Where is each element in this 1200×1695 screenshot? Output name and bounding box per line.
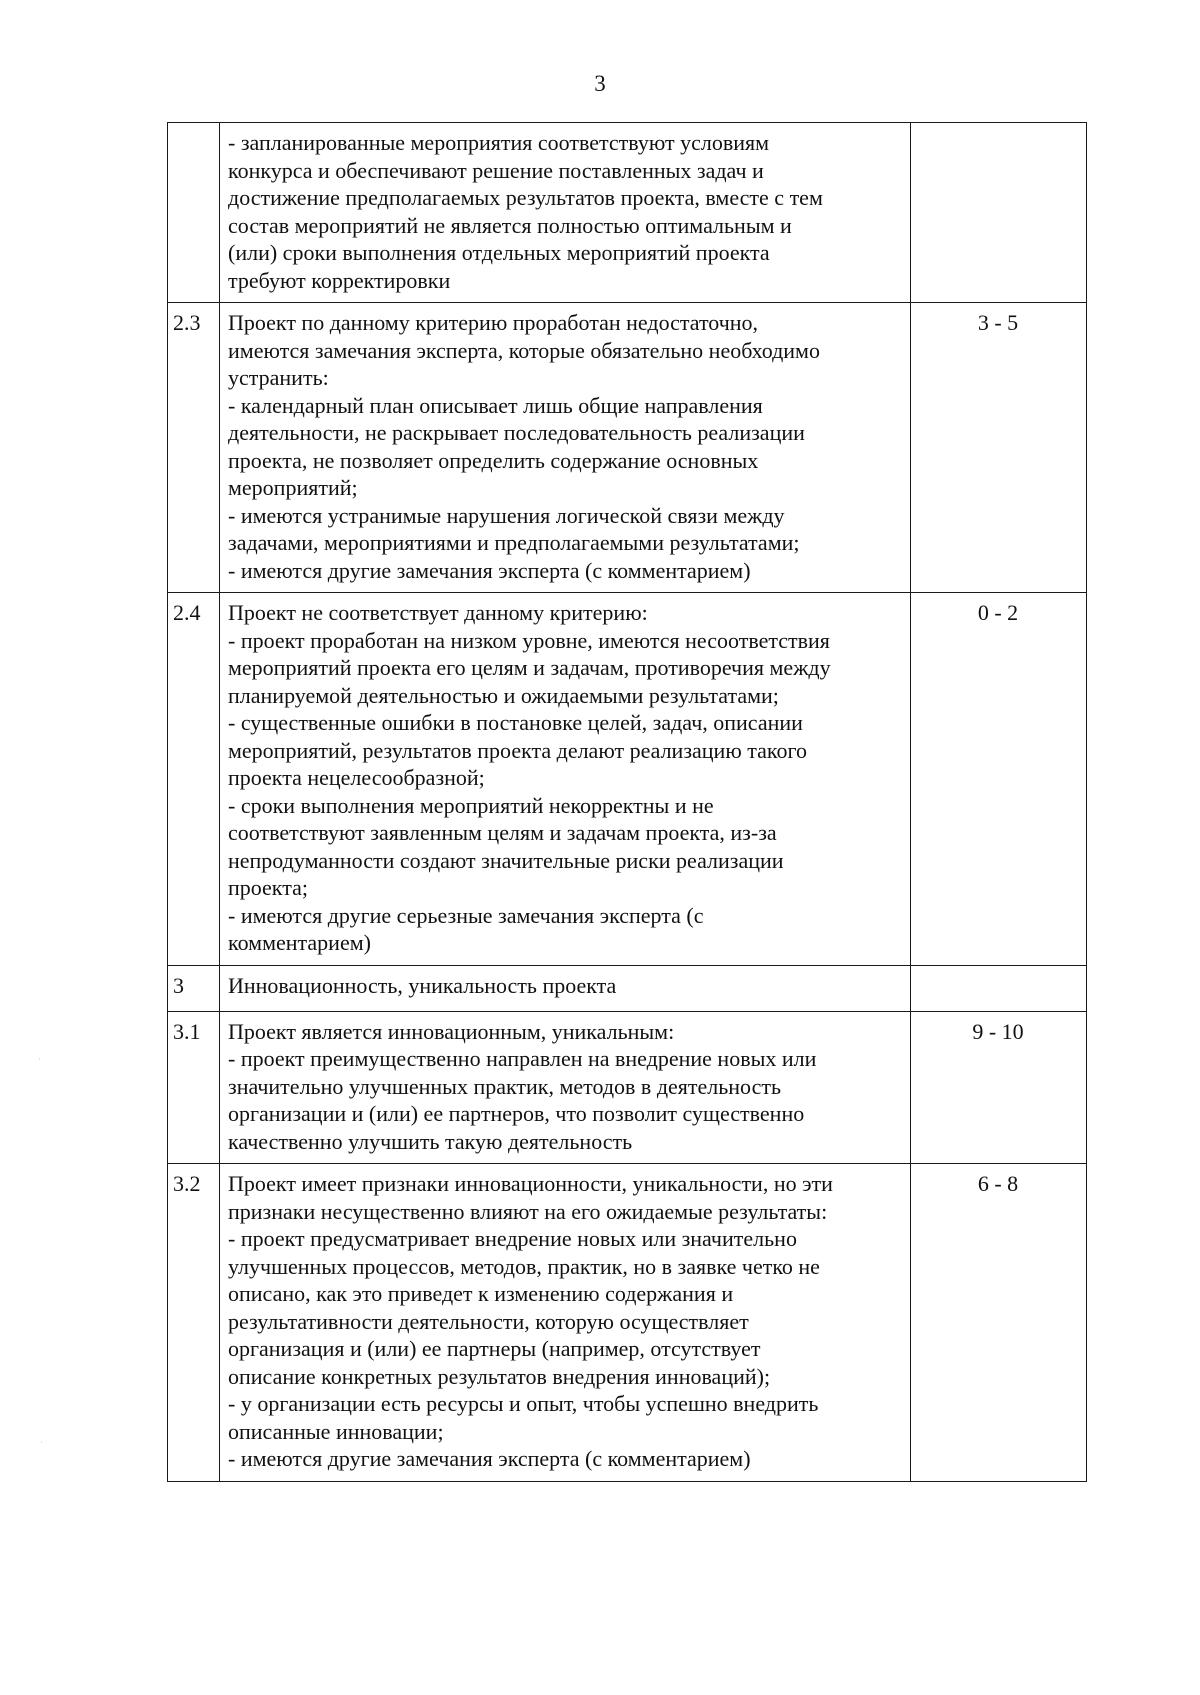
criterion-description — [220, 1164, 911, 1482]
description-line: соответствуют заявленным целям и задачам проекта, из-за — [228, 820, 777, 845]
description-line: достижение предполагаемых результатов проекта, вместе с тем — [228, 185, 823, 210]
criteria-row — [168, 123, 1087, 303]
criteria-row — [168, 965, 1087, 1011]
description-line: конкурса и обеспечивают решение поставленных задач и — [228, 157, 764, 183]
description-line: - имеются другие замечания эксперта (с комментарием) — [228, 557, 751, 583]
description-line: состав мероприятий не является полностью оптимальным и — [228, 212, 792, 238]
criterion-score: 3 - 5 — [911, 303, 1087, 593]
criterion-number: 3 — [168, 965, 220, 1011]
description-line: признаки несущественно влияют на его ожидаемые результаты: — [228, 1198, 828, 1224]
scan-speck: · — [40, 1438, 43, 1448]
description-line: - у организации есть ресурсы и опыт, чтобы успешно внедрить — [228, 1391, 819, 1416]
description-line: организация и (или) ее партнеры (например, отсутствует — [228, 1336, 761, 1361]
description-line: комментарием) — [228, 930, 371, 955]
criterion-score: 0 - 2 — [911, 593, 1087, 966]
description-line: - проект проработан на низком уровне, имеются несоответствия — [228, 627, 830, 653]
description-line: проекта нецелесообразной; — [228, 765, 485, 790]
criteria-table-body — [168, 123, 1087, 1482]
criterion-number: 2.3 — [168, 303, 220, 593]
description-line: описано, как это приведет к изменению содержания и — [228, 1281, 734, 1306]
description-line: качественно улучшить такую деятельность — [228, 1128, 633, 1154]
description-line: требуют корректировки — [228, 267, 451, 293]
criterion-description — [220, 593, 911, 966]
description-line: описанные инновации; — [228, 1418, 444, 1444]
description-line: непродуманности создают значительные риски реализации — [228, 847, 784, 873]
description-line: имеются замечания эксперта, которые обязательно необходимо — [228, 337, 820, 363]
description-line: Проект не соответствует данному критерию: — [228, 600, 648, 625]
description-line: задачами, мероприятиями и предполагаемыми результатами; — [228, 530, 800, 555]
description-line: - имеются устранимые нарушения логической связи между — [228, 502, 785, 528]
criteria-row — [168, 1164, 1087, 1482]
criteria-row — [168, 593, 1087, 966]
description-line: деятельности, не раскрывает последовательность реализации — [228, 420, 805, 445]
criterion-score — [911, 965, 1087, 1011]
description-line: (или) сроки выполнения отдельных мероприятий проекта — [228, 240, 770, 265]
description-line: - имеются другие замечания эксперта (с комментарием) — [228, 1446, 751, 1471]
description-line: устранить: — [228, 365, 329, 390]
description-line: результативности деятельности, которую осуществляет — [228, 1308, 749, 1334]
criterion-score — [911, 123, 1087, 303]
description-line: - проект преимущественно направлен на внедрение новых или — [228, 1046, 817, 1071]
criterion-number: 3.2 — [168, 1164, 220, 1482]
criterion-description — [220, 965, 911, 1011]
description-line: - календарный план описывает лишь общие направления — [228, 392, 763, 418]
page-number: 3 — [594, 71, 606, 96]
description-line: мероприятий; — [228, 475, 358, 500]
description-line: значительно улучшенных практик, методов в деятельность — [228, 1073, 782, 1099]
criterion-score: 6 - 8 — [911, 1164, 1087, 1482]
description-line: - имеются другие серьезные замечания эксперта (с — [228, 902, 704, 928]
description-line: Проект является инновационным, уникальным: — [228, 1018, 675, 1044]
criterion-score: 9 - 10 — [911, 1011, 1087, 1164]
criterion-description — [220, 123, 911, 303]
description-line: Инновационность, уникальность проекта — [228, 972, 617, 998]
description-line: описание конкретных результатов внедрения инноваций); — [228, 1363, 771, 1389]
scan-speck: · — [38, 1055, 41, 1065]
description-line: мероприятий, результатов проекта делают реализацию такого — [228, 737, 807, 763]
description-line: - существенные ошибки в постановке целей, задач, описании — [228, 710, 803, 735]
description-line: - сроки выполнения мероприятий некорректны и не — [228, 792, 714, 818]
description-line: Проект по данному критерию проработан недостаточно, — [228, 310, 759, 335]
criterion-number — [168, 123, 220, 303]
description-line: мероприятий проекта его целям и задачам, противоречия между — [228, 655, 831, 680]
description-line: - проект предусматривает внедрение новых или значительно — [228, 1226, 797, 1251]
criterion-description — [220, 303, 911, 593]
description-line: - запланированные мероприятия соответствуют условиям — [228, 130, 770, 155]
description-line: организации и (или) ее партнеров, что позволит существенно — [228, 1101, 805, 1126]
description-line: планируемой деятельностью и ожидаемыми результатами; — [228, 682, 779, 708]
description-line: Проект имеет признаки инновационности, уникальности, но эти — [228, 1171, 833, 1196]
criteria-row — [168, 303, 1087, 593]
criterion-number: 3.1 — [168, 1011, 220, 1164]
description-line: проекта, не позволяет определить содержание основных — [228, 447, 759, 473]
criteria-row — [168, 1011, 1087, 1164]
description-line: проекта; — [228, 875, 308, 900]
criterion-description — [220, 1011, 911, 1164]
criterion-number: 2.4 — [168, 593, 220, 966]
criteria-table — [167, 122, 1087, 1482]
description-line: улучшенных процессов, методов, практик, но в заявке четко не — [228, 1253, 820, 1279]
